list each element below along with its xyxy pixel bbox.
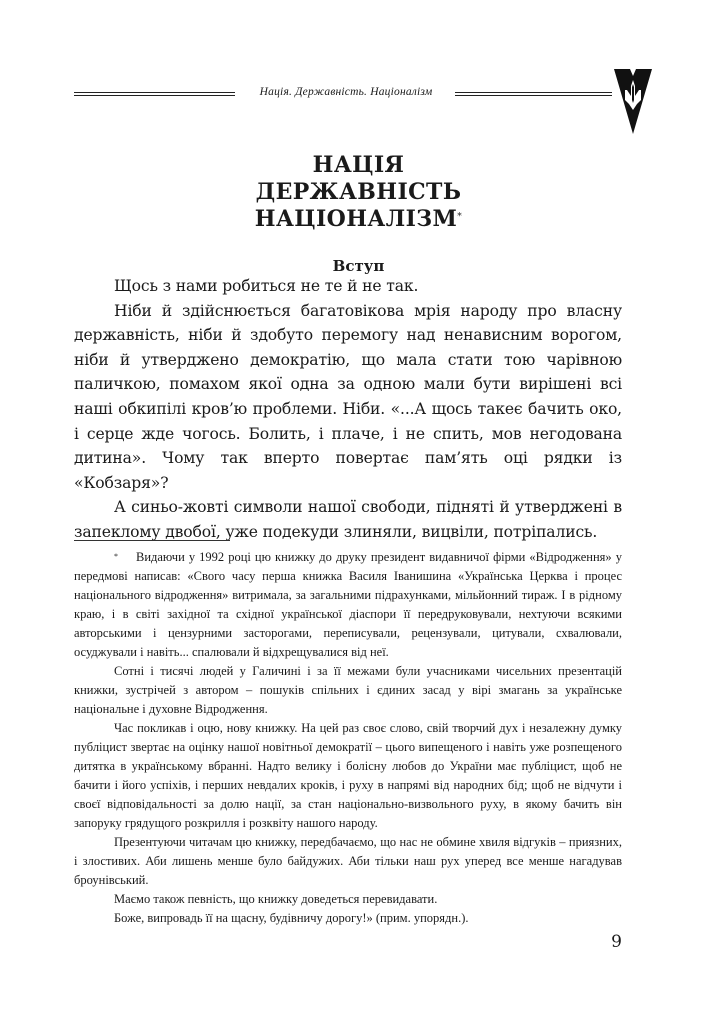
chapter-title-line-3 [0,206,717,233]
footnote-mark: * [114,552,118,561]
footnote-paragraph-3: Час покликав і оцю, нову книжку. На цей раз своє слово, свій творчий дух і незалежну думку публіцист звертає на оцінку нашої новітньої демократії – цього випещеного і навіть уже розпещеного дитятка в українському вбранні. Надто велику і болісну любов до України має публіцист, щоб не бачити і його успіхів, і перших невдалих кроків, і руху в напрямі від народних бід; щоб не відчути і своєї відповідальності за долю нації, за стан національно-визвольного руху, в якому бачить він запоруку грядущого розкрилля і розквіту нашого народу. [74,721,622,830]
footnote-paragraph-1-text: Видаючи у 1992 році цю книжку до друку президент видавничої фірми «Відродження» у передмові написав: «Свого часу перша книжка Василя Іванишина «Українська Церква і процес національного відродження» витримала, за загальними підрахунками, мільйонний тираж. І в рідному краю, і в світі західної та східної української діаспори її передруковували, нехтуючи всякими авторськими і цензурними засторогами, переписували, рецензували, цитували, схвалювали, осуджували і навіть... спалювали й відхрещувалися від неї. [74,550,622,659]
footnote-paragraph-6: Боже, випровадь її на щасну, будівничу дорогу!» (прим. упорядн.). [114,911,469,925]
chapter-title-line-1: НАЦІЯ [312,152,405,178]
body-paragraph-1: Щось з нами робиться не те й не так. [114,277,419,295]
chapter-title [0,152,717,233]
footnote-paragraph-2: Сотні і тисячі людей у Галичині і за її межами були учасниками чисельних презентацій книжки, зустрічей з автором – пошуків спільних і єдиних засад у вірі змагань за українське національне і духовне Відродження. [74,664,622,716]
page-number: 9 [611,932,622,952]
body-paragraph-3: А синьо-жовті символи нашої свободи, підняті й утверджені в запеклому двобої, уже подекуди злиняли, вицвіли, потріпались. [74,498,622,541]
triangle-trident-emblem-icon [606,66,660,136]
footnote-separator [74,540,230,541]
footnote-paragraph-1 [74,548,622,662]
body-paragraph-2: Ніби й здійснюється багатовікова мрія народу про власну державність, ніби й здобуто перемогу над ненависним ворогом, ніби й утверджено демократію, що мала стати тою чарівною паличкою, помахом якої одна за одною мали бути вирішені всі наші обкипілі кров’ю проблеми. Ніби. «...А щось такеє бачить око, і серце жде чогось. Болить, і плаче, і не спить, мов негодована дитина». Чому так вперто повертає пам’ять оці рядки із «Кобзаря»? [74,301,622,492]
header-rule-left [74,92,235,96]
title-footnote-mark: * [457,212,463,222]
running-header [74,86,612,102]
footnote-paragraph-5: Маємо також певність, що книжку доведеться перевидавати. [114,892,438,906]
main-body-text [74,274,622,545]
footnote-paragraph-4: Презентуючи читачам цю книжку, передбачаємо, що нас не обмине хвиля відгуків – приязних, і злостивих. Аби лишень менше було байдужих. Аби тільки наш рух уперед все менше нагадував броунівський. [74,835,622,887]
header-rule-right [455,92,612,96]
chapter-title-line-2: ДЕРЖАВНІСТЬ [255,179,462,205]
chapter-title-line-3-text: НАЦІОНАЛІЗМ [254,206,458,232]
running-head-text: Нація. Державність. Націоналізм [259,86,433,98]
footnote-block [74,548,622,928]
section-heading: Вступ [332,257,385,275]
